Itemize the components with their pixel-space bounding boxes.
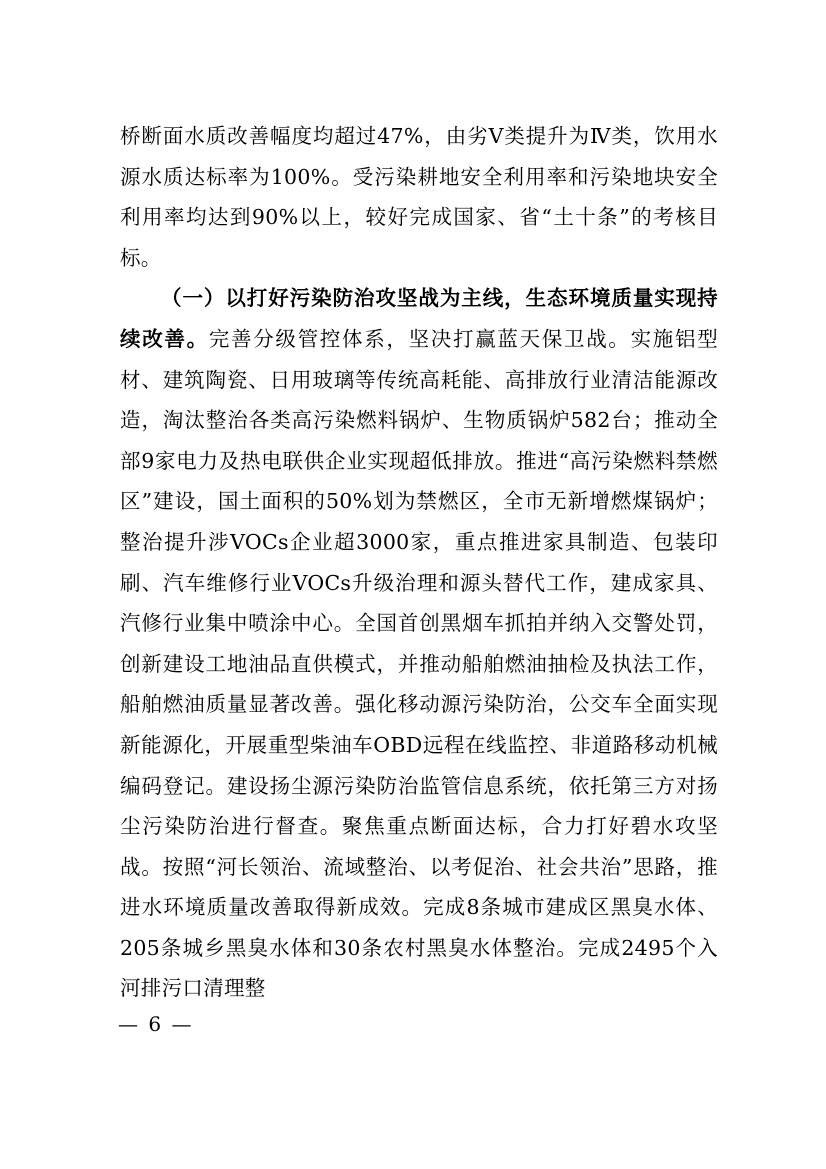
paragraph-continued: 桥断面水质改善幅度均超过47%，由劣Ⅴ类提升为Ⅳ类，饮用水源水质达标率为100%。受污染耕地安全利用率和污染地块安全利用率均达到90%以上，较好完成国家、省“土十条”的考核目标。 <box>120 124 718 270</box>
section-heading: （一）以打好污染防治攻坚战为主线，生态环境质量实现持续改善。 <box>120 286 718 351</box>
section-body: 完善分级管控体系，坚决打赢蓝天保卫战。实施铝型材、建筑陶瓷、日用玻璃等传统高耗能、高排放行业清洁能源改造，淘汰整治各类高污染燃料锅炉、生物质锅炉582台；推动全部9家电力及热电联供企业实现超低排放。推进“高污染燃料禁燃区”建设，国土面积的50%划为禁燃区，全市无新增燃煤锅炉；整治提升涉VOCs企业超3000家，重点推进家具制造、包装印刷、汽车维修行业VOCs升级治理和源头替代工作，建成家具、汽修行业集中喷涂中心。全国首创黑烟车抓拍并纳入交警处罚，创新建设工地油品直供模式，并推动船舶燃油抽检及执法工作，船舶燃油质量显著改善。强化移动源污染防治，公交车全面实现新能源化，开展重型柴油车OBD远程在线监控、非道路移动机械编码登记。建设扬尘源污染防治监管信息系统，依托第三方对扬尘污染防治进行督查。聚焦重点断面达标，合力打好碧水攻坚战。按照“河长领治、流域整治、以考促治、社会共治”思路，推进水环境质量改善取得新成效。完成8条城市建成区黑臭水体、205条城乡黑臭水体和30条农村黑臭水体整治。完成2495个入河排污口清理整 <box>120 326 719 1001</box>
page-number: — 6 — <box>118 1012 194 1036</box>
section-paragraph <box>120 278 718 1009</box>
body-text <box>120 116 718 1009</box>
